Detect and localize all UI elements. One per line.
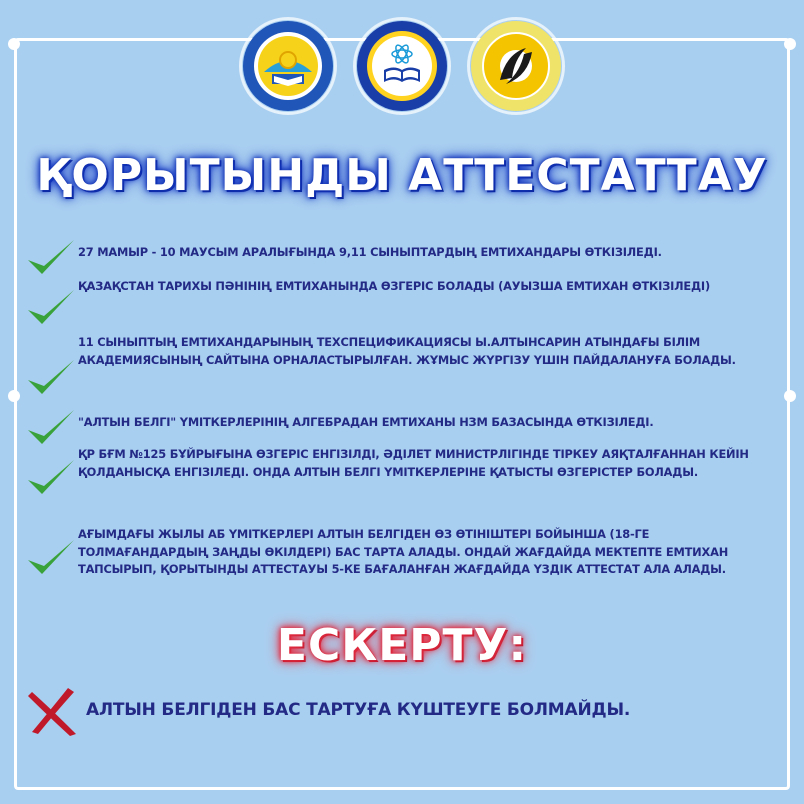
list-item-text: АҒЫМДАҒЫ ЖЫЛЫ АБ ҮМІТКЕРЛЕРІ АЛТЫН БЕЛГІДЕН ӨЗ ӨТІНІШТЕРІ БОЙЫНША (18-ГЕ ТОЛМАҒАНДАРДЫҢ ЗАҢДЫ ӨКІЛДЕРІ) БАС ТАРТА АЛАДЫ. ОНДАЙ ЖАҒДАЙДА МЕКТЕПТЕ ЕМТИХАН ТАПСЫРЫП, ҚОРЫТЫНДЫ АТТЕСТАУЫ 5-КЕ БАҒАЛАНҒАН ЖАҒДАЙДА ҮЗДІК АТТЕСТАТ АЛА АЛАДЫ. — [78, 527, 729, 576]
warning-title: ЕСКЕРТУ: — [276, 620, 528, 671]
check-mark-icon — [26, 456, 76, 498]
list-item-text: ҚАЗАҚСТАН ТАРИХЫ ПӘНІНІҢ ЕМТИХАНЫНДА ӨЗГЕРІС БОЛАДЫ (АУЫЗША ЕМТИХАН ӨТКІЗІЛЕДІ) — [78, 279, 710, 293]
list-item-text: "АЛТЫН БЕЛГІ" ҮМІТКЕРЛЕРІНІҢ АЛГЕБРАДАН ЕМТИХАНЫ НЗМ БАЗАСЫНДА ӨТКІЗІЛЕДІ. — [78, 415, 654, 429]
school-emblem-icon — [470, 20, 562, 112]
book-atom-emblem-icon — [356, 20, 448, 112]
list-item-text: ҚР БҒМ №125 БҰЙРЫҒЫНА ӨЗГЕРІС ЕНГІЗІЛДІ, ӘДІЛЕТ МИНИСТРЛІГІНДЕ ТІРКЕУ АЯҚТАЛҒАННАН КЕЙІН ҚОЛДАНЫСҚА ЕНГІЗІЛЕДІ. ОНДА АЛТЫН БЕЛГІ ҮМІТКЕРЛЕРІНЕ ҚАТЫСТЫ ӨЗГЕРІСТЕР БОЛАДЫ. — [78, 447, 749, 479]
ministry-emblem-icon — [242, 20, 334, 112]
check-mark-icon — [26, 406, 76, 448]
frame-dot — [8, 390, 20, 402]
frame-dot — [784, 390, 796, 402]
warning-text: АЛТЫН БЕЛГІДЕН БАС ТАРТУҒА КҮШТЕУГЕ БОЛМАЙДЫ. — [86, 700, 631, 720]
cross-mark-icon — [26, 686, 82, 736]
check-mark-icon — [26, 536, 76, 578]
list-item-text: 11 СЫНЫПТЫҢ ЕМТИХАНДАРЫНЫҢ ТЕХСПЕЦИФИКАЦИЯСЫ Ы.АЛТЫНСАРИН АТЫНДАҒЫ БІЛІМ АКАДЕМИЯСЫНЫҢ САЙТЫНА ОРНАЛАСТЫРЫЛҒАН. ЖҰМЫС ЖҮРГІЗУ ҮШІН ПАЙДАЛАНУҒА БОЛАДЫ. — [78, 335, 736, 367]
check-mark-icon — [26, 286, 76, 328]
check-mark-icon — [26, 356, 76, 398]
check-mark-icon — [26, 236, 76, 278]
logos-row — [0, 20, 804, 112]
page-title: ҚОРЫТЫНДЫ АТТЕСТАТТАУ — [36, 150, 768, 201]
list-item-text: 27 МАМЫР - 10 МАУСЫМ АРАЛЫҒЫНДА 9,11 СЫНЫПТАРДЫҢ ЕМТИХАНДАРЫ ӨТКІЗІЛЕДІ. — [78, 245, 662, 259]
